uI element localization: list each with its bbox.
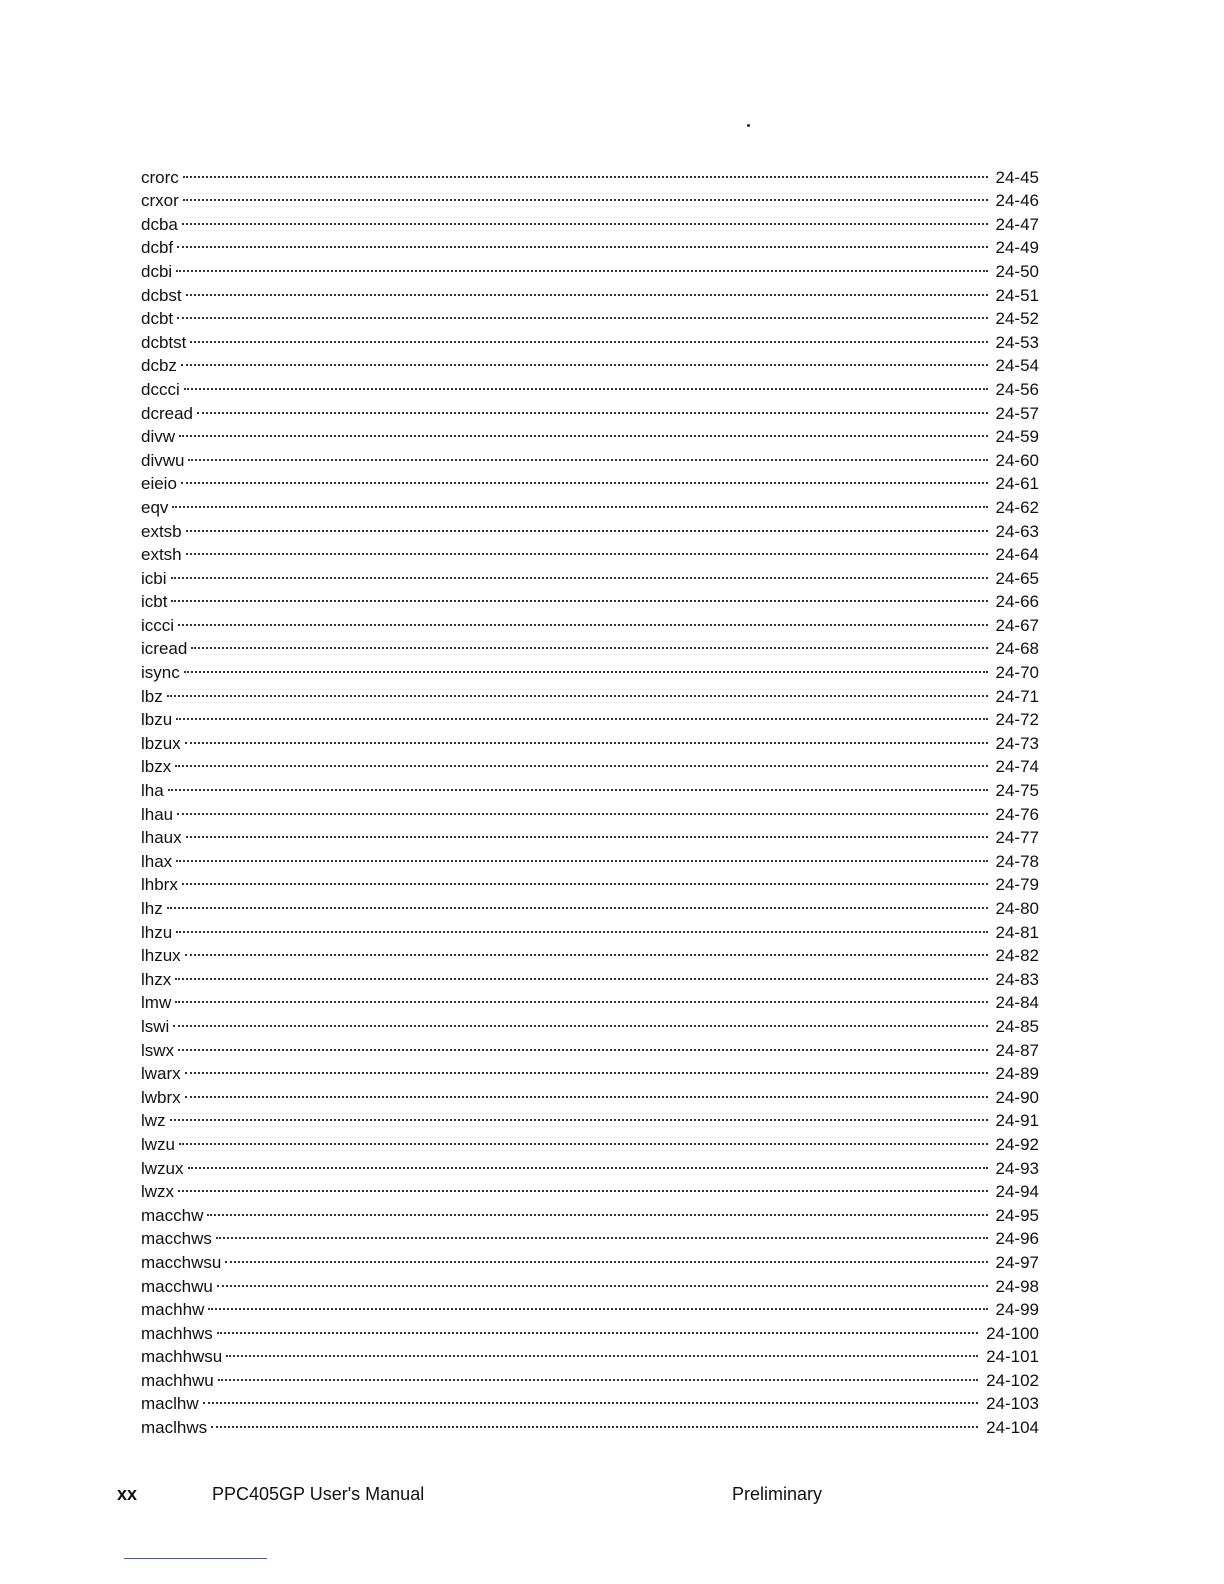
toc-entry-name: lha — [141, 781, 164, 801]
toc-entry[interactable] — [141, 631, 1039, 659]
toc-dot-leader — [186, 277, 988, 301]
toc-entry-page: 24-101 — [986, 1347, 1039, 1367]
toc-dot-leader — [207, 1197, 987, 1221]
toc-dot-leader — [208, 1292, 987, 1316]
toc-entry-page: 24-96 — [995, 1229, 1039, 1249]
toc-entry[interactable] — [141, 371, 1039, 399]
toc-entry-page: 24-67 — [995, 615, 1039, 635]
toc-entry-page: 24-75 — [995, 781, 1039, 801]
scan-speck — [747, 124, 750, 127]
toc-entry-name: dcbtst — [141, 332, 187, 352]
toc-dot-leader — [211, 1409, 978, 1433]
toc-dot-leader — [173, 1008, 987, 1032]
toc-entry[interactable] — [141, 914, 1039, 942]
toc-dot-leader — [175, 985, 987, 1009]
toc-entry-page: 24-66 — [995, 592, 1039, 612]
toc-entry[interactable] — [141, 985, 1039, 1013]
toc-entry-page: 24-77 — [995, 828, 1039, 848]
toc-entry[interactable] — [141, 678, 1039, 706]
toc-entry-page: 24-47 — [995, 214, 1039, 234]
toc-dot-leader — [182, 867, 988, 891]
toc-entry[interactable] — [141, 560, 1039, 588]
toc-entry-page: 24-50 — [995, 261, 1039, 281]
toc-entry[interactable] — [141, 1056, 1039, 1084]
toc-dot-leader — [203, 1386, 978, 1410]
page-footer — [0, 1484, 1224, 1508]
toc-entry-page: 24-89 — [995, 1064, 1039, 1084]
bottom-rule — [124, 1558, 267, 1559]
toc-entry-name: lwzux — [141, 1158, 184, 1178]
toc-dot-leader — [216, 1221, 988, 1245]
toc-entry[interactable] — [141, 348, 1039, 376]
toc-entry-name: dccci — [141, 379, 180, 399]
toc-entry-name: lhzx — [141, 969, 172, 989]
toc-entry-page: 24-100 — [986, 1323, 1039, 1343]
toc-dot-leader — [181, 348, 988, 372]
toc-entry-name: machhw — [141, 1300, 205, 1320]
toc-entry-name: machhws — [141, 1323, 213, 1343]
toc-entry-name: icbi — [141, 568, 167, 588]
toc-entry-name: lhaux — [141, 828, 182, 848]
toc-entry-page: 24-73 — [995, 733, 1039, 753]
toc-entry-name: extsb — [141, 521, 182, 541]
toc-entry-page: 24-49 — [995, 238, 1039, 258]
toc-dot-leader — [175, 961, 987, 985]
toc-dot-leader — [168, 772, 988, 796]
toc-entry-name: macchwu — [141, 1276, 213, 1296]
toc-entry[interactable] — [141, 301, 1039, 329]
toc-entry[interactable] — [141, 867, 1039, 895]
toc-entry-name: dcbst — [141, 285, 182, 305]
toc-entry-page: 24-94 — [995, 1182, 1039, 1202]
toc-entry-name: lwz — [141, 1111, 166, 1131]
toc-dot-leader — [177, 301, 987, 325]
toc-entry[interactable] — [141, 1244, 1039, 1272]
toc-dot-leader — [181, 466, 988, 490]
toc-entry-page: 24-51 — [995, 285, 1039, 305]
toc-entry-name: lswi — [141, 1016, 170, 1036]
toc-entry[interactable] — [141, 1174, 1039, 1202]
toc-entry[interactable] — [141, 1197, 1039, 1225]
toc-entry-name: dcread — [141, 403, 193, 423]
toc-entry-name: lhzu — [141, 922, 173, 942]
toc-entry[interactable] — [141, 324, 1039, 352]
toc-entry[interactable] — [141, 1126, 1039, 1154]
toc-entry[interactable] — [141, 1292, 1039, 1320]
toc-entry-page: 24-56 — [995, 379, 1039, 399]
toc-entry-page: 24-91 — [995, 1111, 1039, 1131]
toc-entry-name: lwzu — [141, 1134, 176, 1154]
toc-entry-page: 24-53 — [995, 332, 1039, 352]
toc-entry-page: 24-46 — [995, 191, 1039, 211]
toc-entry[interactable] — [141, 1386, 1039, 1414]
toc-entry-name: lswx — [141, 1040, 175, 1060]
toc-dot-leader — [170, 1103, 988, 1127]
toc-entry[interactable] — [141, 1150, 1039, 1178]
toc-dot-leader — [176, 702, 987, 726]
toc-entry[interactable] — [141, 1362, 1039, 1390]
toc-dot-leader — [190, 324, 987, 348]
toc-entry-name: maclhws — [141, 1418, 208, 1438]
toc-dot-leader — [178, 1174, 987, 1198]
toc-entry[interactable] — [141, 796, 1039, 824]
toc-entry-page: 24-57 — [995, 403, 1039, 423]
toc-dot-leader — [218, 1362, 978, 1386]
toc-entry[interactable] — [141, 489, 1039, 517]
toc-entry-name: lbzx — [141, 757, 172, 777]
toc-dot-leader — [176, 253, 987, 277]
toc-entry-name: lwzx — [141, 1182, 175, 1202]
toc-entry[interactable] — [141, 820, 1039, 848]
toc-entry[interactable] — [141, 1409, 1039, 1438]
toc-entry-page: 24-87 — [995, 1040, 1039, 1060]
toc-entry[interactable] — [141, 395, 1039, 423]
toc-entry-name: machhwu — [141, 1370, 214, 1390]
toc-entry-page: 24-92 — [995, 1134, 1039, 1154]
toc-entry-name: dcbf — [141, 238, 174, 258]
toc-entry[interactable] — [141, 1032, 1039, 1060]
toc-entry-page: 24-80 — [995, 899, 1039, 918]
toc-entry-page: 24-99 — [995, 1300, 1039, 1320]
toc-dot-leader — [176, 843, 987, 867]
toc-dot-leader — [191, 631, 987, 655]
toc-entry[interactable] — [141, 277, 1039, 305]
toc-dot-leader — [177, 230, 987, 254]
toc-entry[interactable] — [141, 513, 1039, 541]
toc-entry-name: maclhw — [141, 1394, 199, 1414]
toc-dot-leader — [167, 890, 988, 914]
toc-dot-leader — [186, 513, 988, 537]
toc-dot-leader — [179, 419, 988, 443]
toc-entry-name: lbz — [141, 686, 163, 706]
toc-dot-leader — [226, 1339, 978, 1363]
toc-entry-page: 24-74 — [995, 757, 1039, 777]
toc-entry-name: dcbi — [141, 261, 173, 281]
toc-dot-leader — [171, 560, 988, 584]
table-of-contents — [141, 159, 1039, 1438]
toc-dot-leader — [185, 1056, 988, 1080]
toc-entry-name: lbzu — [141, 710, 173, 730]
toc-entry[interactable] — [141, 1339, 1039, 1367]
toc-entry-name: lhau — [141, 804, 174, 824]
toc-dot-leader — [171, 584, 987, 608]
toc-entry-page: 24-81 — [995, 922, 1039, 942]
toc-entry-page: 24-104 — [986, 1418, 1039, 1438]
toc-entry[interactable] — [141, 1268, 1039, 1296]
toc-entry[interactable] — [141, 159, 1039, 187]
toc-dot-leader — [177, 796, 987, 820]
toc-entry-name: machhwsu — [141, 1347, 223, 1367]
footer-status: Preliminary — [732, 1484, 823, 1504]
toc-entry-name: divw — [141, 427, 176, 447]
toc-entry[interactable] — [141, 466, 1039, 494]
toc-entry-page: 24-79 — [995, 875, 1039, 895]
toc-entry-page: 24-65 — [995, 568, 1039, 588]
toc-entry[interactable] — [141, 961, 1039, 989]
toc-dot-leader — [185, 725, 988, 749]
toc-dot-leader — [188, 1150, 988, 1174]
toc-dot-leader — [167, 678, 988, 702]
toc-dot-leader — [183, 183, 988, 207]
toc-entry-name: lhax — [141, 851, 173, 871]
toc-entry-name: dcbz — [141, 356, 177, 376]
toc-entry-page: 24-60 — [995, 450, 1039, 470]
toc-entry-page: 24-102 — [986, 1370, 1039, 1390]
toc-entry-page: 24-98 — [995, 1276, 1039, 1296]
toc-entry-page: 24-68 — [995, 639, 1039, 659]
toc-dot-leader — [217, 1315, 978, 1339]
toc-entry-name: lwbrx — [141, 1087, 181, 1107]
toc-entry-name: dcbt — [141, 309, 174, 329]
toc-dot-leader — [183, 159, 988, 183]
toc-entry-page: 24-97 — [995, 1252, 1039, 1272]
toc-entry[interactable] — [141, 206, 1039, 234]
toc-entry-page: 24-82 — [995, 946, 1039, 966]
toc-entry-name: eqv — [141, 497, 169, 517]
toc-entry-name: macchwsu — [141, 1252, 222, 1272]
toc-entry[interactable] — [141, 183, 1039, 211]
toc-entry[interactable] — [141, 584, 1039, 612]
toc-dot-leader — [176, 914, 987, 938]
toc-dot-leader — [186, 820, 988, 844]
toc-entry-page: 24-103 — [986, 1394, 1039, 1414]
toc-dot-leader — [172, 489, 987, 513]
toc-entry-name: icbt — [141, 592, 168, 612]
toc-entry[interactable] — [141, 1079, 1039, 1107]
toc-entry-name: divwu — [141, 450, 185, 470]
toc-dot-leader — [197, 395, 988, 419]
toc-entry[interactable] — [141, 654, 1039, 683]
toc-entry-page: 24-63 — [995, 521, 1039, 541]
toc-entry-name: lmw — [141, 993, 172, 1013]
toc-entry-page: 24-90 — [995, 1087, 1039, 1107]
toc-entry[interactable] — [141, 1103, 1039, 1131]
footer-page-number: xx — [117, 1484, 138, 1504]
toc-dot-leader — [186, 537, 988, 561]
toc-entry[interactable] — [141, 1008, 1039, 1036]
toc-entry-page: 24-85 — [995, 1016, 1039, 1036]
toc-entry-page: 24-93 — [995, 1158, 1039, 1178]
toc-entry-name: crorc — [141, 167, 179, 187]
toc-entry-name: lhzux — [141, 946, 181, 966]
toc-entry[interactable] — [141, 230, 1039, 258]
toc-entry-page: 24-78 — [995, 851, 1039, 871]
toc-entry[interactable] — [141, 749, 1039, 777]
toc-entry[interactable] — [141, 938, 1039, 966]
toc-entry-name: dcba — [141, 214, 178, 234]
toc-dot-leader — [178, 607, 987, 631]
toc-dot-leader — [175, 749, 987, 773]
toc-entry[interactable] — [141, 537, 1039, 565]
toc-dot-leader — [185, 1079, 988, 1103]
toc-entry-page: 24-71 — [995, 686, 1039, 706]
toc-entry-name: iccci — [141, 615, 175, 635]
toc-dot-leader — [185, 938, 988, 962]
toc-entry-page: 24-52 — [995, 309, 1039, 329]
toc-entry-page: 24-70 — [995, 663, 1039, 683]
toc-dot-leader — [188, 442, 987, 466]
toc-entry[interactable] — [141, 725, 1039, 753]
toc-entry-page: 24-72 — [995, 710, 1039, 730]
toc-entry-name: extsh — [141, 545, 182, 565]
toc-dot-leader — [184, 371, 988, 395]
toc-entry-name: lbzux — [141, 733, 181, 753]
toc-entry-page: 24-54 — [995, 356, 1039, 376]
toc-entry[interactable] — [141, 890, 1039, 918]
toc-entry[interactable] — [141, 607, 1039, 635]
toc-entry-page: 24-61 — [995, 474, 1039, 494]
toc-entry[interactable] — [141, 1221, 1039, 1249]
toc-entry[interactable] — [141, 772, 1039, 801]
toc-entry-name: eieio — [141, 474, 177, 494]
toc-entry-name: lhbrx — [141, 875, 178, 895]
toc-entry-name: icread — [141, 639, 188, 659]
toc-entry[interactable] — [141, 442, 1039, 470]
toc-entry-page: 24-62 — [995, 497, 1039, 517]
toc-entry-page: 24-95 — [995, 1205, 1039, 1225]
toc-entry-page: 24-64 — [995, 545, 1039, 565]
toc-entry[interactable] — [141, 253, 1039, 281]
toc-entry-page: 24-83 — [995, 969, 1039, 989]
toc-entry[interactable] — [141, 1315, 1039, 1343]
toc-entry-name: crxor — [141, 191, 179, 211]
toc-entry-page: 24-59 — [995, 427, 1039, 447]
toc-dot-leader — [184, 654, 988, 678]
toc-dot-leader — [182, 206, 988, 230]
toc-entry[interactable] — [141, 419, 1039, 447]
toc-entry-name: isync — [141, 663, 180, 683]
toc-dot-leader — [225, 1244, 987, 1268]
toc-dot-leader — [179, 1126, 988, 1150]
footer-manual-title: PPC405GP User's Manual — [212, 1484, 425, 1504]
toc-entry-name: macchw — [141, 1205, 204, 1225]
toc-entry-page: 24-84 — [995, 993, 1039, 1013]
toc-entry-name: lhz — [141, 899, 163, 918]
toc-entry-page: 24-45 — [995, 167, 1039, 187]
toc-entry[interactable] — [141, 702, 1039, 730]
toc-entry-name: macchws — [141, 1229, 212, 1249]
toc-dot-leader — [217, 1268, 988, 1292]
toc-dot-leader — [178, 1032, 987, 1056]
toc-entry-page: 24-76 — [995, 804, 1039, 824]
toc-entry[interactable] — [141, 843, 1039, 871]
toc-entry-name: lwarx — [141, 1064, 181, 1084]
